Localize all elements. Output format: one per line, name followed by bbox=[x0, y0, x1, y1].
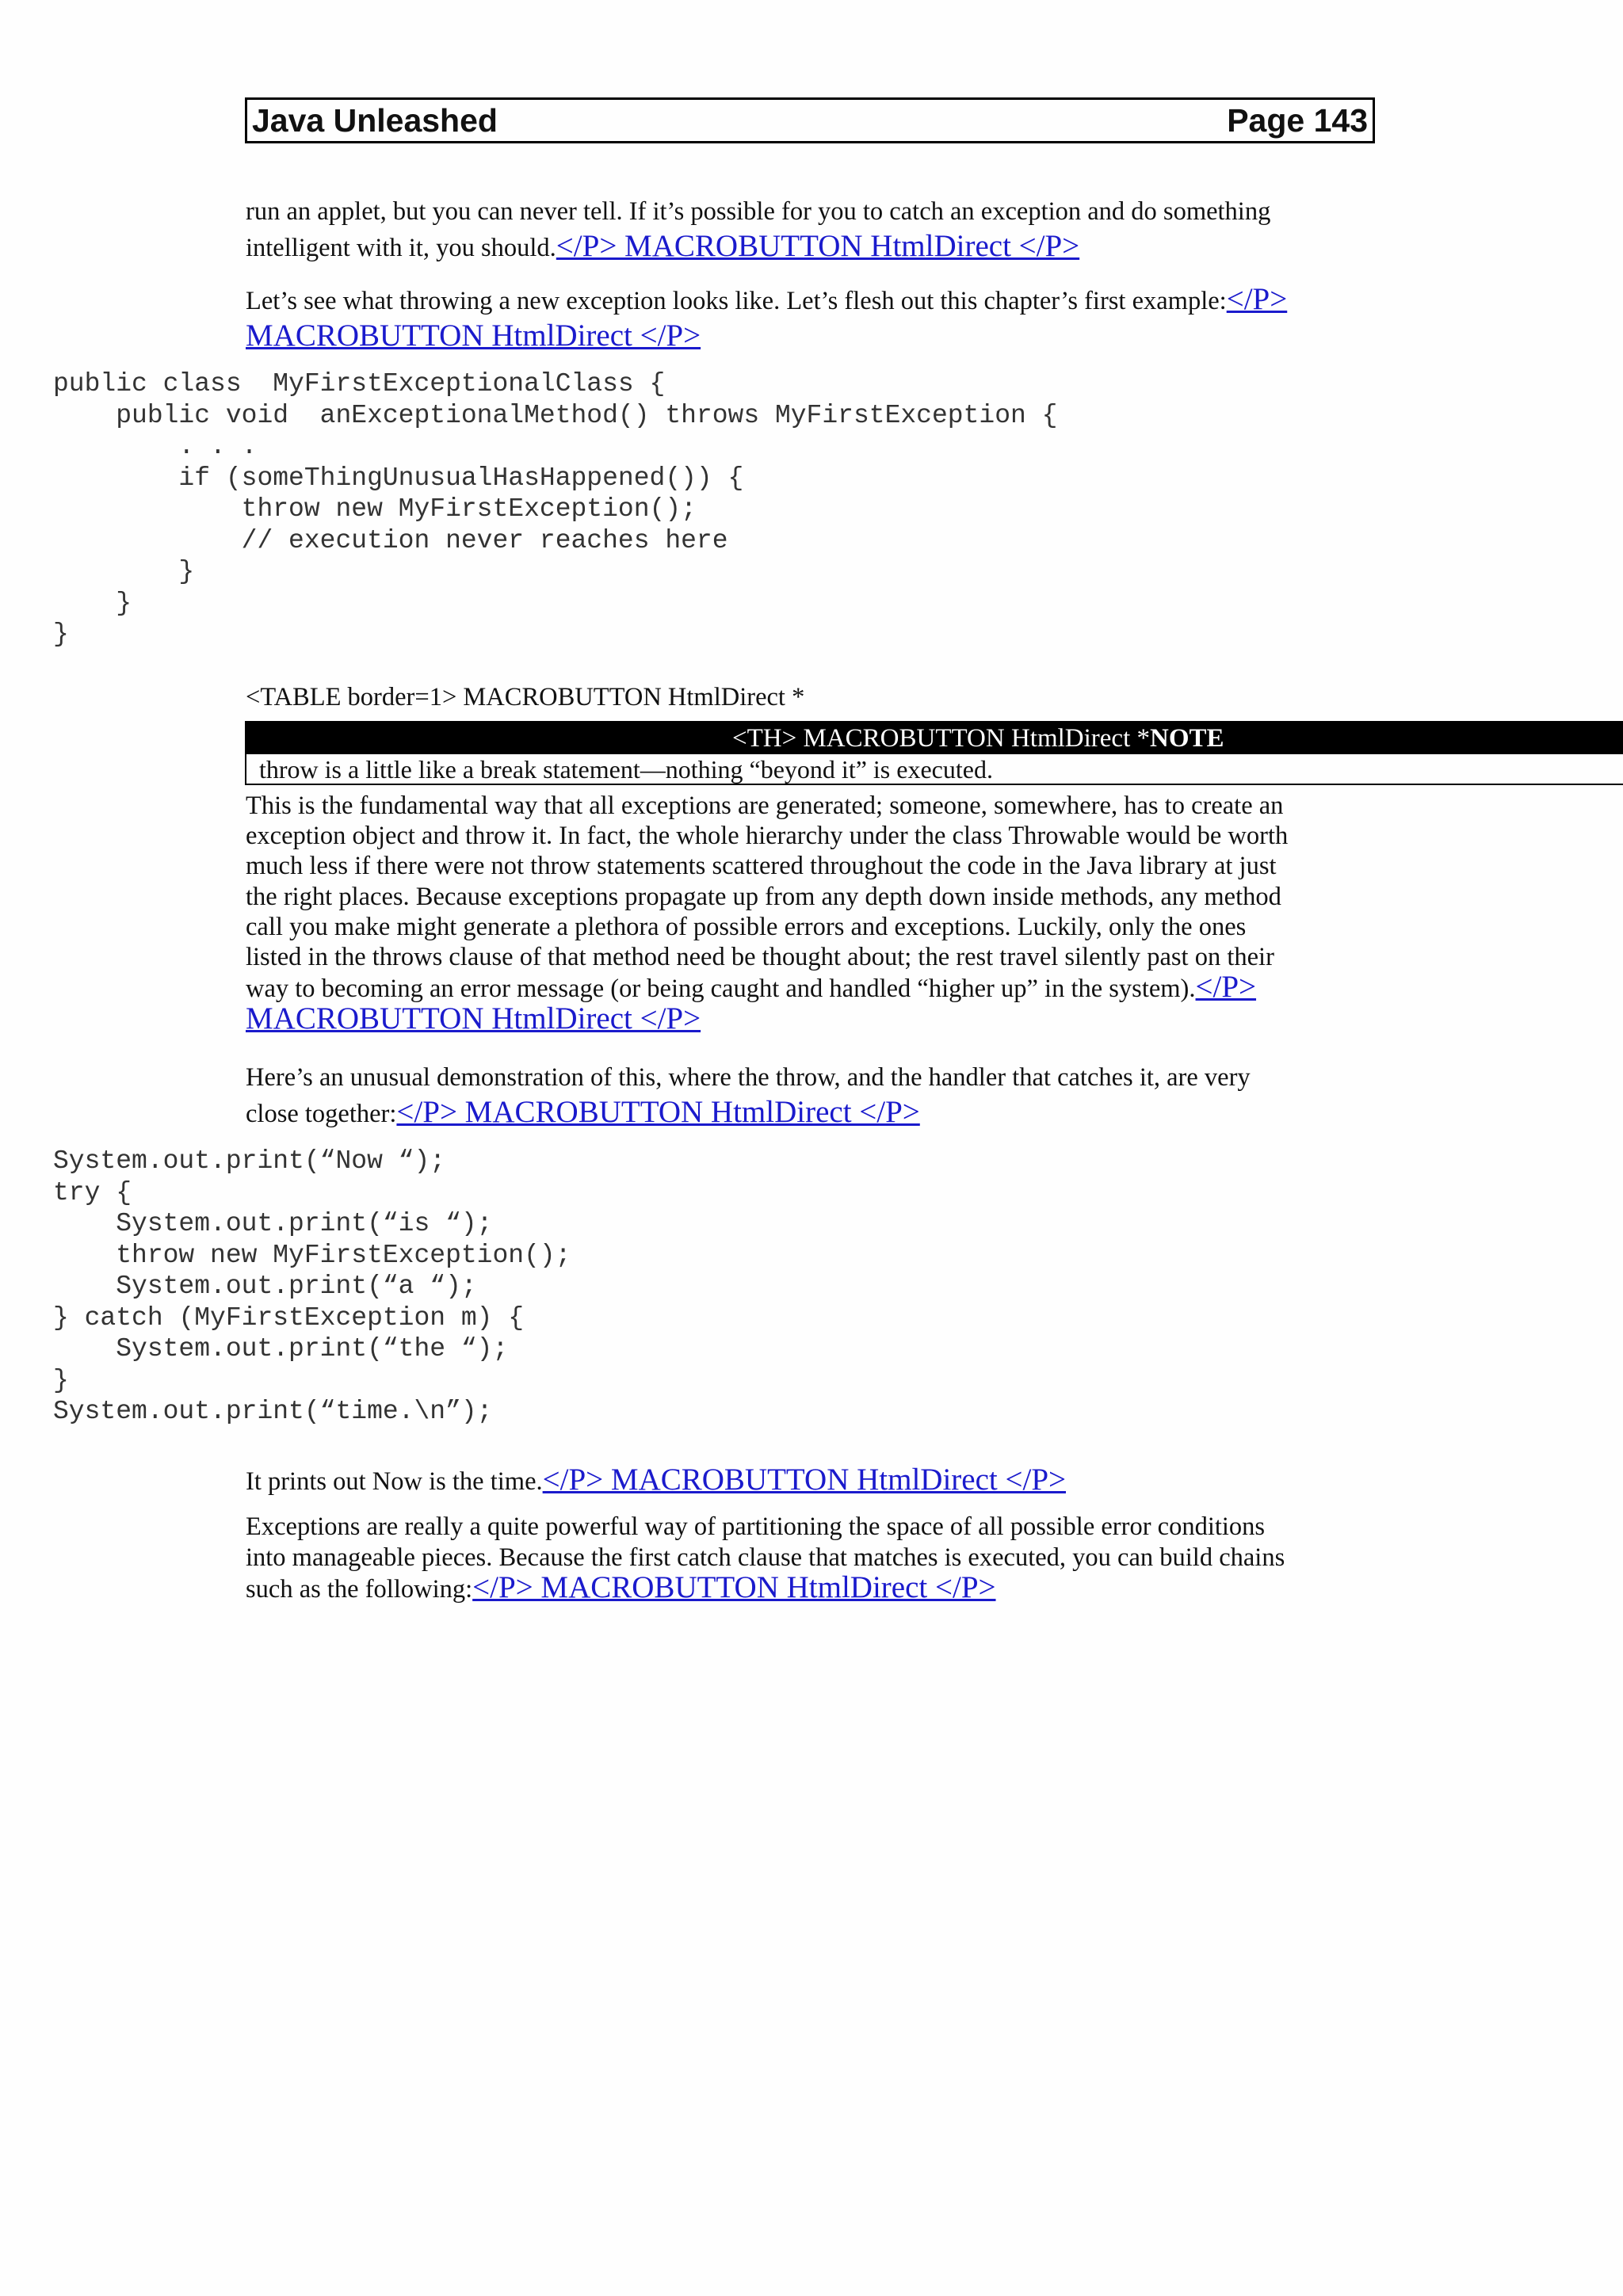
paragraph-3-line-6: listed in the throws clause of that method need be thought about; the rest travel silently past on their bbox=[246, 943, 1274, 972]
html-direct-link[interactable]: </P> bbox=[1195, 970, 1257, 1005]
paragraph-3-line-3: much less if there were not throw statements scattered throughout the code in the Java library at just bbox=[246, 852, 1277, 881]
book-title: Java Unleashed bbox=[252, 101, 498, 139]
html-direct-link[interactable]: MACROBUTTON HtmlDirect </P> bbox=[246, 1001, 701, 1036]
paragraph-4-line-2: close together: bbox=[246, 1100, 397, 1128]
paragraph-3-line-5: call you make might generate a plethora of possible errors and exceptions. Luckily, only the ones bbox=[246, 912, 1247, 941]
paragraph-5-text: It prints out Now is the time. bbox=[246, 1467, 543, 1496]
html-direct-link[interactable]: </P> MACROBUTTON HtmlDirect </P> bbox=[396, 1095, 920, 1129]
paragraph-2 bbox=[246, 282, 1379, 355]
code-block-1: public class MyFirstExceptionalClass { public void anExceptionalMethod() throws MyFirstException { . . . if (someThingUnusualHasHappened()) { throw new MyFirstException(); // execution never reaches here } } } bbox=[53, 369, 1058, 649]
paragraph-2-text: Let’s see what throwing a new exception looks like. Let’s flesh out this chapter’s first example: bbox=[246, 287, 1227, 315]
paragraph-6 bbox=[246, 1512, 1379, 1605]
paragraph-3-line-7: way to becoming an error message (or being caught and handled “higher up” in the system). bbox=[246, 974, 1196, 1004]
paragraph-6-line-2: into manageable pieces. Because the first catch clause that matches is executed, you can build chains bbox=[246, 1543, 1285, 1572]
paragraph-6-line-1: Exceptions are really a quite powerful way of partitioning the space of all possible error conditions bbox=[246, 1512, 1266, 1541]
table-tag-text: <TABLE border=1> MACROBUTTON HtmlDirect * bbox=[246, 683, 805, 711]
paragraph-4 bbox=[246, 1060, 1379, 1131]
paragraph-3-line-2: exception object and throw it. In fact, the whole hierarchy under the class Throwable would be worth bbox=[246, 822, 1289, 851]
page-header bbox=[245, 97, 1375, 143]
paragraph-3-line-1: This is the fundamental way that all exceptions are generated; someone, somewhere, has to create an bbox=[246, 791, 1284, 820]
note-table bbox=[245, 721, 1623, 785]
code-block-2: System.out.print(“Now “); try { System.out.print(“is “); throw new MyFirstException(); System.out.print(“a “); } catch (MyFirstException m) { System.out.print(“the “); } System.out.print(“time.\n”); bbox=[53, 1146, 571, 1426]
paragraph-3 bbox=[246, 791, 1379, 1036]
paragraph-3-line-4: the right places. Because exceptions propagate up from any depth down inside methods, any method bbox=[246, 882, 1281, 911]
note-label: NOTE bbox=[1150, 723, 1224, 753]
html-direct-link[interactable]: </P> MACROBUTTON HtmlDirect </P> bbox=[542, 1463, 1066, 1497]
paragraph-6-line-3: such as the following: bbox=[246, 1575, 473, 1604]
html-direct-link[interactable]: </P> MACROBUTTON HtmlDirect </P> bbox=[556, 229, 1080, 263]
paragraph-1-line-1: run an applet, but you can never tell. If it’s possible for you to catch an exception and do something bbox=[246, 197, 1271, 226]
paragraph-1 bbox=[246, 194, 1379, 265]
note-header-prefix: <TH> MACROBUTTON HtmlDirect * bbox=[732, 723, 1151, 753]
paragraph-5 bbox=[246, 1463, 1379, 1499]
html-direct-link[interactable]: </P> bbox=[1226, 282, 1288, 316]
page-number: Page 143 bbox=[1227, 101, 1368, 139]
paragraph-1-line-2: intelligent with it, you should. bbox=[246, 234, 556, 262]
note-body: throw is a little like a break statement—nothing “beyond it” is executed. bbox=[259, 755, 993, 784]
paragraph-4-line-1: Here’s an unusual demonstration of this, where the throw, and the handler that catches it, are very bbox=[246, 1063, 1251, 1092]
note-header bbox=[246, 723, 1623, 754]
html-direct-link[interactable]: </P> MACROBUTTON HtmlDirect </P> bbox=[472, 1570, 996, 1604]
html-direct-link[interactable]: MACROBUTTON HtmlDirect </P> bbox=[246, 318, 701, 353]
